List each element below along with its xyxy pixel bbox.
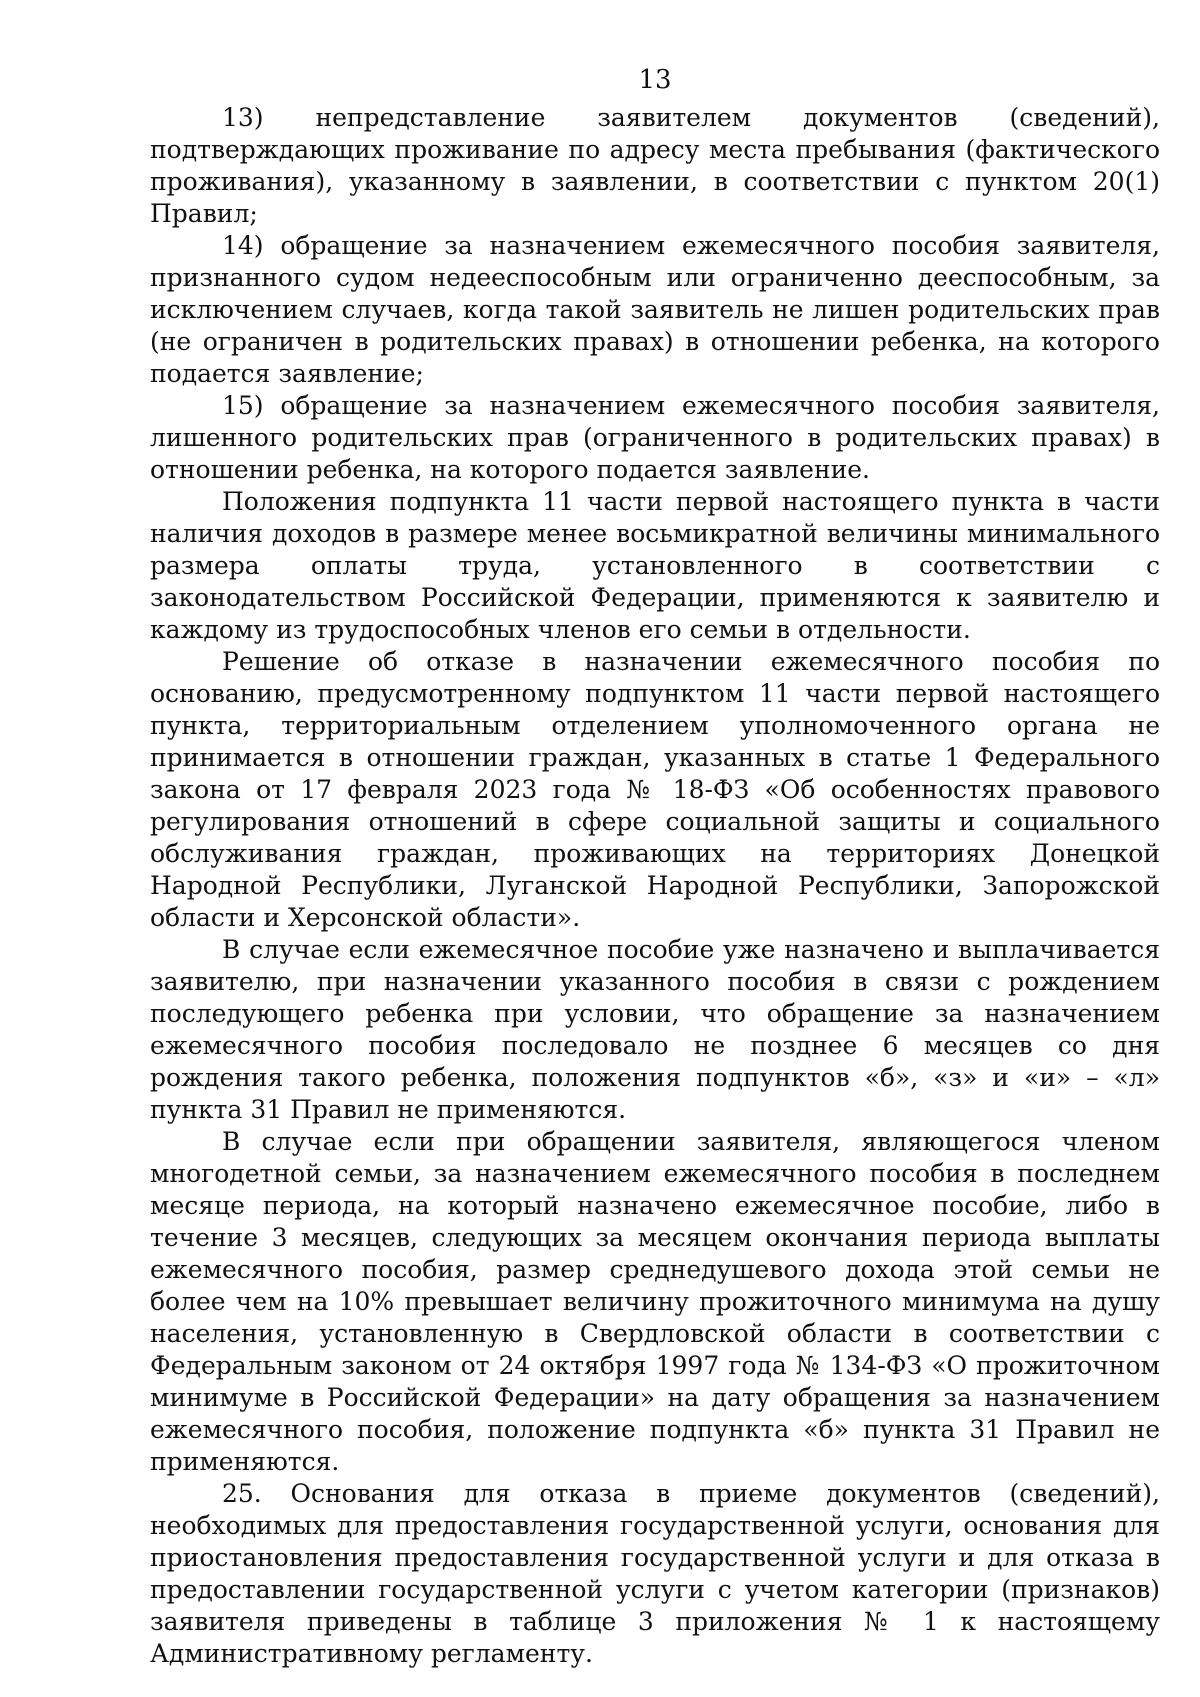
paragraph-section-25: 25. Основания для отказа в приеме документов (сведений), необходимых для предоставления государственной услуги, основания для приостановления предоставления государственной услуги и для отказа в предоставлении государственной услуги с учетом категории (признаков) заявителя приведены в таблице 3 приложения № 1 к настоящему Административному регламенту.: [150, 1479, 1160, 1668]
paragraph-item-15: 15) обращение за назначением ежемесячного пособия заявителя, лишенного родительских прав (ограниченного в родительских правах) в отношении ребенка, на которого подается заявление.: [150, 391, 1160, 484]
paragraph-item-14: 14) обращение за назначением ежемесячного пособия заявителя, признанного судом недееспособным или ограниченно дееспособным, за исключением случаев, когда такой заявитель не лишен родительских прав (не ограничен в родительских правах) в отношении ребенка, на которого подается заявление;: [150, 231, 1160, 388]
paragraph-subsequent-child: В случае если ежемесячное пособие уже назначено и выплачивается заявителю, при назначении указанного пособия в связи с рождением последующего ребенка при условии, что обращение за назначением ежемесячного пособия последовало не позднее 6 месяцев со дня рождения такого ребенка, положения подпунктов «б», «з» и «и» – «л» пункта 31 Правил не применяются.: [150, 935, 1160, 1124]
paragraph-item-13: 13) непредставление заявителем документов (сведений), подтверждающих проживание по адресу места пребывания (фактического проживания), указанному в заявлении, в соответствии с пунктом 20(1) Правил;: [150, 103, 1160, 228]
document-page: [150, 64, 1160, 1670]
page-number: 13: [638, 65, 672, 95]
paragraph-refusal-decision: Решение об отказе в назначении ежемесячного пособия по основанию, предусмотренному подпунктом 11 части первой настоящего пункта, территориальным отделением уполномоченного органа не принимается в отношении граждан, указанных в статье 1 Федерального закона от 17 февраля 2023 года № 18-ФЗ «Об особенностях правового регулирования отношений в сфере социальной защиты и социального обслуживания граждан, проживающих на территориях Донецкой Народной Республики, Луганской Народной Республики, Запорожской области и Херсонской области».: [150, 647, 1160, 932]
paragraph-large-family: В случае если при обращении заявителя, являющегося членом многодетной семьи, за назначением ежемесячного пособия в последнем месяце периода, на который назначено ежемесячное пособие, либо в течение 3 месяцев, следующих за месяцем окончания периода выплаты ежемесячного пособия, размер среднедушевого дохода этой семьи не более чем на 10% превышает величину прожиточного минимума на душу населения, установленную в Свердловской области в соответствии с Федеральным законом от 24 октября 1997 года № 134-ФЗ «О прожиточном минимуме в Российской Федерации» на дату обращения за назначением ежемесячного пособия, положение подпункта «б» пункта 31 Правил не применяются.: [150, 1127, 1160, 1476]
paragraph-income-provisions: Положения подпункта 11 части первой настоящего пункта в части наличия доходов в размере менее восьмикратной величины минимального размера оплаты труда, установленного в соответствии с законодательством Российской Федерации, применяются к заявителю и каждому из трудоспособных членов его семьи в отдельности.: [150, 487, 1160, 644]
